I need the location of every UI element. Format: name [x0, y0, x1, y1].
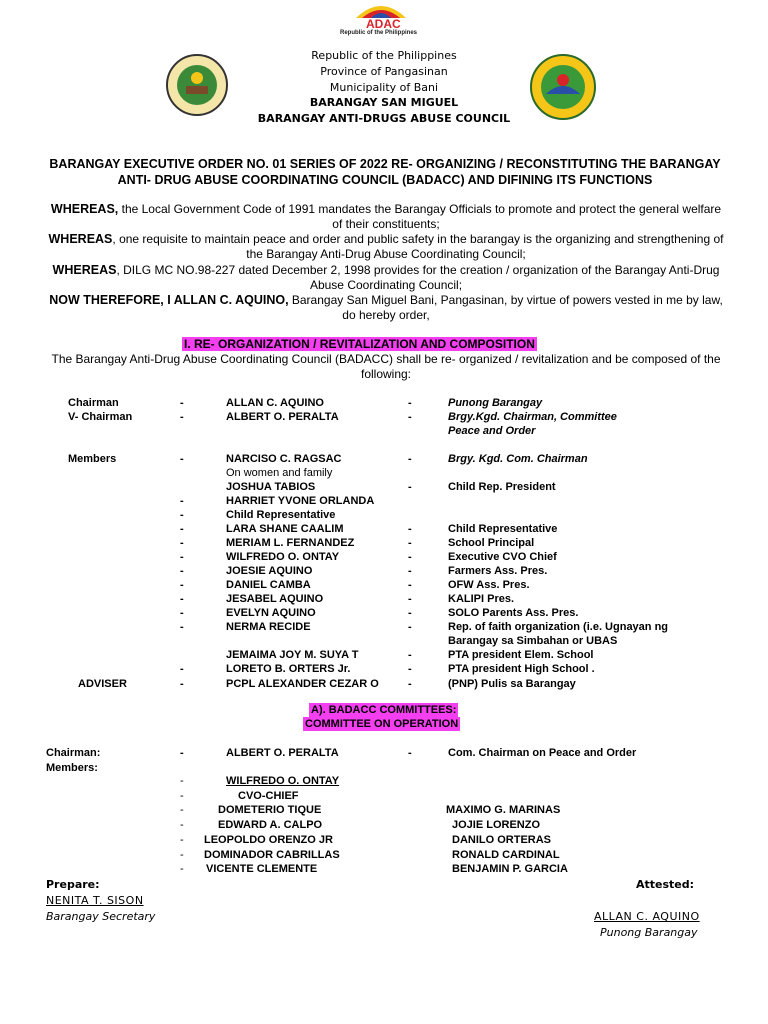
composition-row — [0, 536, 768, 550]
attest-title: Punong Barangay — [600, 926, 698, 939]
composition-d2: - — [408, 523, 412, 535]
composition-d2: - — [408, 607, 412, 619]
committee-member-row — [0, 818, 768, 832]
composition-name: JESABEL AQUINO — [226, 593, 324, 605]
composition-name: LORETO B. ORTERS Jr. — [226, 663, 351, 675]
composition-pos: Brgy.Kgd. Chairman, Committee — [448, 411, 617, 423]
section-1-heading: I. RE- ORGANIZATION / REVITALIZATION AND COMPOSITION — [184, 337, 535, 351]
composition-pos: Child Rep. President — [448, 481, 556, 493]
composition-pos: Barangay sa Simbahan or UBAS — [448, 635, 618, 647]
composition-name: EVELYN AQUINO — [226, 607, 316, 619]
composition-d1: - — [180, 523, 184, 535]
member-name-left: DOMINADOR CABRILLAS — [204, 848, 340, 861]
composition-row — [0, 480, 768, 494]
composition-d1: - — [180, 565, 184, 577]
composition-row — [0, 550, 768, 564]
composition-name: NERMA RECIDE — [226, 621, 311, 633]
composition-d1: - — [180, 537, 184, 549]
logo-subtext: Republic of the Philippines — [340, 30, 418, 36]
composition-pos: School Principal — [448, 537, 535, 549]
composition-row — [0, 648, 768, 662]
member-name-right: JOJIE LORENZO — [452, 819, 541, 832]
composition-row — [0, 606, 768, 620]
composition-name: Child Representative — [226, 509, 336, 521]
composition-pos: Punong Barangay — [448, 397, 543, 409]
composition-row — [0, 522, 768, 536]
composition-row — [0, 634, 768, 648]
prepare-title: Barangay Secretary — [46, 910, 156, 923]
composition-row — [0, 438, 768, 452]
composition-d1: - — [180, 551, 184, 563]
composition-pos: PTA president Elem. School — [448, 649, 594, 661]
logo-text: ADAC — [366, 17, 401, 31]
member-dash: - — [180, 848, 184, 861]
now-therefore: NOW THEREFORE, I ALLAN C. AQUINO, Barangay San Miguel Bani, Pangasinan, by virtue of powers vested in me by law, do hereby order, — [49, 293, 723, 322]
composition-row — [0, 578, 768, 592]
committee-member-row — [0, 789, 768, 803]
committee-member-row — [0, 862, 768, 876]
composition-d2: - — [408, 397, 412, 409]
composition-d2: - — [408, 663, 412, 675]
composition-name: JOESIE AQUINO — [226, 565, 313, 577]
header-line-2: Province of Pangasinan — [320, 65, 448, 78]
composition-d2: - — [408, 537, 412, 549]
member-name-left: CVO-CHIEF — [238, 789, 299, 802]
composition-pos: SOLO Parents Ass. Pres. — [448, 607, 579, 619]
composition-name: ALLAN C. AQUINO — [226, 397, 324, 409]
composition-pos: PTA president High School . — [448, 663, 595, 675]
composition-d1: - — [180, 621, 184, 633]
composition-d1: - — [180, 593, 184, 605]
composition-pos: Brgy. Kgd. Com. Chairman — [448, 453, 588, 465]
member-name-left: VICENTE CLEMENTE — [206, 863, 318, 876]
composition-row — [0, 396, 768, 410]
composition-name: HARRIET YVONE ORLANDA — [226, 495, 375, 507]
committee-chairman-row: Chairman: - ALBERT O. PERALTA - Com. Chairman on Peace and Order — [46, 747, 637, 759]
composition-row — [0, 410, 768, 424]
whereas-2: WHEREAS, one requisite to maintain peace and order and public safety in the barangay is the organizing and strengthening of the Barangay Anti-Drug Abuse Coordinating Council; — [48, 232, 724, 261]
composition-row — [0, 592, 768, 606]
member-dash: - — [180, 863, 184, 876]
composition-name: ALBERT O. PERALTA — [226, 411, 339, 423]
composition-name: DANIEL CAMBA — [226, 579, 311, 591]
attest-label: Attested: — [636, 878, 695, 891]
composition-d2: - — [408, 411, 412, 423]
composition-d2: - — [408, 551, 412, 563]
member-dash: - — [180, 804, 184, 817]
attest-name: ALLAN C. AQUINO — [594, 910, 700, 923]
composition-name: JOSHUA TABIOS — [226, 481, 316, 493]
member-name-left: LEOPOLDO ORENZO JR — [204, 833, 333, 846]
member-dash: - — [180, 819, 184, 832]
member-name-left: EDWARD A. CALPO — [218, 819, 323, 832]
committee-member-row — [0, 833, 768, 847]
composition-name: JEMAIMA JOY M. SUYA T — [226, 649, 359, 661]
committee-member-row — [0, 803, 768, 817]
composition-role: V- Chairman — [68, 411, 133, 423]
composition-row — [0, 620, 768, 634]
composition-row — [0, 564, 768, 578]
header-line-3: Municipality of Bani — [329, 81, 439, 94]
member-name-left: DOMETERIO TIQUE — [218, 804, 322, 817]
composition-d2: - — [408, 453, 412, 465]
header-barangay: BARANGAY SAN MIGUEL — [309, 96, 459, 109]
composition-role: Members — [68, 453, 117, 465]
composition-d1: - — [180, 453, 184, 465]
committee-members-label: Members: — [46, 762, 98, 774]
composition-d1: - — [180, 663, 184, 675]
composition-name: MERIAM L. FERNANDEZ — [226, 537, 355, 549]
adac-logo — [316, 0, 446, 40]
order-title-line-1: BARANGAY EXECUTIVE ORDER NO. 01 SERIES OF 2022 RE- ORGANIZING / RECONSTITUTING THE BARANGAY — [49, 157, 721, 171]
composition-row — [0, 466, 768, 480]
composition-pos: Farmers Ass. Pres. — [448, 565, 548, 577]
whereas-3: WHEREAS, DILG MC NO.98-227 dated December 2, 1998 provides for the creation / organization of the Barangay Anti-Drug Abuse Coordinating Council; — [52, 263, 720, 292]
composition-name: WILFREDO O. ONTAY — [226, 551, 340, 563]
composition-d1: - — [180, 607, 184, 619]
member-dash: - — [180, 789, 184, 802]
composition-pos: Child Representative — [448, 523, 558, 535]
composition-row — [0, 662, 768, 676]
composition-row — [0, 494, 768, 508]
prepare-label: Prepare: — [46, 878, 100, 891]
composition-d2: - — [408, 481, 412, 493]
composition-pos: KALIPI Pres. — [448, 593, 515, 605]
member-name-left: WILFREDO O. ONTAY — [226, 775, 340, 787]
composition-d2: - — [408, 565, 412, 577]
composition-d2: - — [408, 593, 412, 605]
composition-d1: - — [180, 495, 184, 507]
composition-row — [0, 452, 768, 466]
composition-name: NARCISO C. RAGSAC — [226, 453, 342, 465]
composition-d2: - — [408, 579, 412, 591]
composition-d1: - — [180, 397, 184, 409]
composition-pos: Executive CVO Chief — [448, 551, 557, 563]
committee-operation-heading: COMMITTEE ON OPERATION — [305, 718, 459, 730]
composition-name: LARA SHANE CAALIM — [226, 523, 344, 535]
header-line-1: Republic of the Philippines — [311, 49, 457, 62]
member-name-right: RONALD CARDINAL — [452, 848, 560, 861]
order-title-line-2: ANTI- DRUG ABUSE COORDINATING COUNCIL (BADACC) AND DIFINING ITS FUNCTIONS — [117, 173, 653, 187]
member-dash: - — [180, 775, 184, 787]
member-dash: - — [180, 833, 184, 846]
composition-role: Chairman — [68, 397, 119, 409]
committee-member-row — [0, 774, 768, 788]
composition-d2: - — [408, 621, 412, 633]
committee-member-row — [0, 848, 768, 862]
adviser-row: ADVISER - PCPL ALEXANDER CEZAR O - (PNP) Pulis sa Barangay — [78, 678, 576, 690]
member-name-right: MAXIMO G. MARINAS — [446, 804, 561, 817]
composition-row — [0, 508, 768, 522]
member-name-right: DANILO ORTERAS — [452, 833, 551, 846]
composition-pos: OFW Ass. Pres. — [448, 579, 530, 591]
composition-d2: - — [408, 649, 412, 661]
committees-heading: A). BADACC COMMITTEES: — [311, 704, 457, 716]
composition-row — [0, 424, 768, 438]
composition-d1: - — [180, 411, 184, 423]
composition-d1: - — [180, 579, 184, 591]
header-council: BARANGAY ANTI-DRUGS ABUSE COUNCIL — [257, 112, 511, 125]
prepare-name: NENITA T. SISON — [46, 894, 144, 907]
composition-pos: Rep. of faith organization (i.e. Ugnayan ng — [448, 621, 669, 633]
member-name-right: BENJAMIN P. GARCIA — [452, 863, 568, 876]
composition-d1: - — [180, 509, 184, 521]
section-1-intro: The Barangay Anti-Drug Abuse Coordinating Council (BADACC) shall be re- organized / revitalization and be composed of the following: — [51, 352, 721, 381]
whereas-1: WHEREAS, the Local Government Code of 1991 mandates the Barangay Officials to promote and protect the general welfare of their constituents; — [50, 202, 722, 231]
composition-name: On women and family — [226, 467, 333, 479]
composition-pos: Peace and Order — [448, 425, 536, 437]
